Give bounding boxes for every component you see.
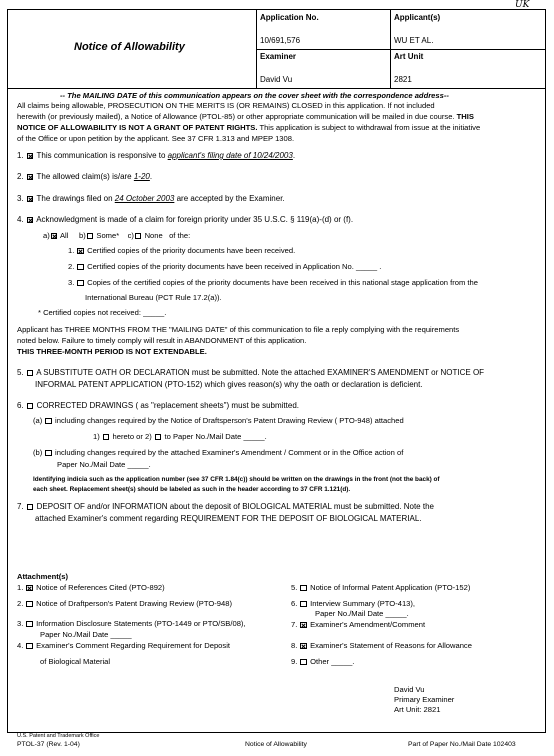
attachment-8-checkbox[interactable] [300, 643, 307, 650]
attachment-3-checkbox[interactable] [26, 621, 33, 628]
signature-name: David Vu [394, 685, 425, 694]
item-6-checkbox[interactable] [27, 403, 34, 410]
attachment-2: 2. Notice of Draftperson's Patent Drawing Review (PTO-948) [17, 599, 232, 608]
identifying-indicia-2: each sheet. Replacement sheet(s) should be labeled as such in the header according to 37 CFR 1.121(d). [33, 486, 351, 493]
intro-line-1: All claims being allowable, PROSECUTION ON THE MERITS IS (OR REMAINS) CLOSED in this application. If not included [17, 101, 435, 110]
item-4-2-checkbox[interactable] [77, 264, 84, 271]
attachment-1-checkbox[interactable] [26, 585, 33, 592]
item-6a-options: 1) hereto or 2) to Paper No./Mail Date _____. [93, 432, 267, 441]
footer-form-number: PTOL-37 (Rev. 1-04) [17, 741, 80, 748]
item-4-star-note: * Certified copies not received: _____. [38, 308, 167, 317]
item-4-options: a) All b) Some* c) None of the: [43, 231, 191, 240]
item-3-checkbox[interactable] [27, 196, 34, 203]
item-6b-checkbox[interactable] [45, 450, 52, 457]
item-1: 1. This communication is responsive to applicant's filing date of 10/24/2003. [17, 151, 296, 160]
item-7-cont: attached Examiner's comment regarding REQUIREMENT FOR THE DEPOSIT OF BIOLOGICAL MATERIAL. [35, 514, 422, 523]
form-title: Notice of Allowability [74, 41, 185, 53]
attachment-1: 1. Notice of References Cited (PTO-892) [17, 583, 165, 592]
form-header [7, 9, 546, 89]
item-4-3: 3. Copies of the certified copies of the priority documents have been received in this national stage application from the [68, 278, 478, 287]
attachment-5-checkbox[interactable] [300, 585, 307, 592]
item-4-1-checkbox[interactable] [77, 248, 84, 255]
app-no-label: Application No. [260, 13, 319, 22]
examiner-value: David Vu [260, 75, 293, 84]
signature-title: Primary Examiner [394, 695, 455, 704]
attachment-7: 7. Examiner's Amendment/Comment [291, 620, 426, 629]
footer-title: Notice of Allowability [245, 741, 307, 748]
item-3: 3. The drawings filed on 24 October 2003 are accepted by the Examiner. [17, 194, 285, 203]
item-4-all-checkbox[interactable] [51, 233, 58, 240]
attachment-6: 6. Interview Summary (PTO-413), [291, 599, 416, 608]
footer-paper: Part of Paper No./Mail Date 102403 [408, 741, 516, 748]
intro-line-3: NOTICE OF ALLOWABILITY IS NOT A GRANT OF PATENT RIGHTS. This application is subject to withdrawal from issue at the initiative [17, 123, 481, 132]
item-4-3-cont: International Bureau (PCT Rule 17.2(a)). [85, 293, 222, 302]
item-6a: (a) including changes required by the Notice of Draftsperson's Patent Drawing Review ( PTO-948) attached [33, 416, 404, 425]
identifying-indicia-1: Identifying indicia such as the application number (see 37 CFR 1.84(c)) should be written on the drawings in the front (not the back) of [33, 476, 440, 483]
intro-line-4: of the Office or upon petition by the applicant. See 37 CFR 1.313 and MPEP 1308. [17, 134, 295, 143]
attachment-4: 4. Examiner's Comment Regarding Requirement for Deposit [17, 641, 231, 650]
item-2: 2. The allowed claim(s) is/are 1-20. [17, 172, 153, 181]
item-6a-checkbox[interactable] [45, 418, 52, 425]
attachment-5: 5. Notice of Informal Patent Application (PTO-152) [291, 583, 471, 592]
item-5-checkbox[interactable] [27, 370, 34, 377]
item-4-1: 1. Certified copies of the priority documents have been received. [68, 246, 296, 255]
app-no-value: 10/691,576 [260, 36, 301, 45]
item-4-checkbox[interactable] [27, 217, 34, 224]
attachments-title: Attachment(s) [17, 572, 69, 581]
months-line-1: Applicant has THREE MONTHS FROM THE "MAILING DATE" of this communication to file a reply complying with the requirements [17, 325, 460, 334]
attachment-4-cont: of Biological Material [40, 657, 111, 666]
intro-line-2: herewith (or previously mailed), a Notice of Allowance (PTOL-85) or other appropriate communication will be mailed in due course. THIS [17, 112, 474, 121]
attachment-6-checkbox[interactable] [300, 601, 307, 608]
art-unit-label: Art Unit [394, 52, 424, 61]
item-6b: (b) including changes required by the attached Examiner's Amendment / Comment or in the Office action of [33, 448, 404, 457]
attachment-9: 9. Other _____. [291, 657, 355, 666]
item-4-3-checkbox[interactable] [77, 280, 84, 287]
attachment-7-checkbox[interactable] [300, 622, 307, 629]
attachment-6-cont: Paper No./Mail Date _____. [315, 609, 409, 618]
attachment-3: 3. Information Disclosure Statements (PTO-1449 or PTO/SB/08), [17, 619, 246, 628]
item-7: 7. DEPOSIT OF and/or INFORMATION about the deposit of BIOLOGICAL MATERIAL must be submitted. Note the [17, 502, 434, 511]
item-2-checkbox[interactable] [27, 174, 34, 181]
item-6a-hereto-checkbox[interactable] [103, 434, 110, 441]
footer-office: U.S. Patent and Trademark Office [17, 733, 100, 739]
attachment-9-checkbox[interactable] [300, 659, 307, 666]
mailing-notice: -- The MAILING DATE of this communication appears on the cover sheet with the correspondence address-- [60, 91, 449, 100]
item-6b-cont: Paper No./Mail Date _____. [57, 460, 151, 469]
signature-art-unit: Art Unit: 2821 [394, 705, 441, 714]
corner-handwritten-mark: UK [515, 0, 530, 10]
item-5: 5. A SUBSTITUTE OATH OR DECLARATION must be submitted. Note the attached EXAMINER'S AMENDMENT or NOTICE OF [17, 368, 485, 377]
attachment-3-cont: Paper No./Mail Date _____ [40, 630, 132, 639]
item-7-checkbox[interactable] [27, 504, 34, 511]
applicants-value: WU ET AL. [394, 36, 434, 45]
item-6a-paper-checkbox[interactable] [155, 434, 162, 441]
item-4-2: 2. Certified copies of the priority documents have been received in Application No. _____ . [68, 262, 382, 271]
art-unit-value: 2821 [394, 75, 412, 84]
attachment-2-checkbox[interactable] [26, 601, 33, 608]
item-6: 6. CORRECTED DRAWINGS ( as "replacement sheets") must be submitted. [17, 401, 299, 410]
item-4: 4. Acknowledgment is made of a claim for foreign priority under 35 U.S.C. § 119(a)-(d) or (f). [17, 215, 354, 224]
attachment-8: 8. Examiner's Statement of Reasons for Allowance [291, 641, 472, 650]
applicants-label: Applicant(s) [394, 13, 441, 22]
examiner-label: Examiner [260, 52, 297, 61]
item-5-cont: INFORMAL PATENT APPLICATION (PTO-152) which gives reason(s) why the oath or declaration is deficient. [35, 380, 423, 389]
months-line-2: noted below. Failure to timely comply will result in ABANDONMENT of this application. [17, 336, 307, 345]
item-4-none-checkbox[interactable] [135, 233, 142, 240]
months-line-3: THIS THREE-MONTH PERIOD IS NOT EXTENDABLE. [17, 347, 207, 356]
item-4-some-checkbox[interactable] [87, 233, 94, 240]
item-1-checkbox[interactable] [27, 153, 34, 160]
attachment-4-checkbox[interactable] [26, 643, 33, 650]
